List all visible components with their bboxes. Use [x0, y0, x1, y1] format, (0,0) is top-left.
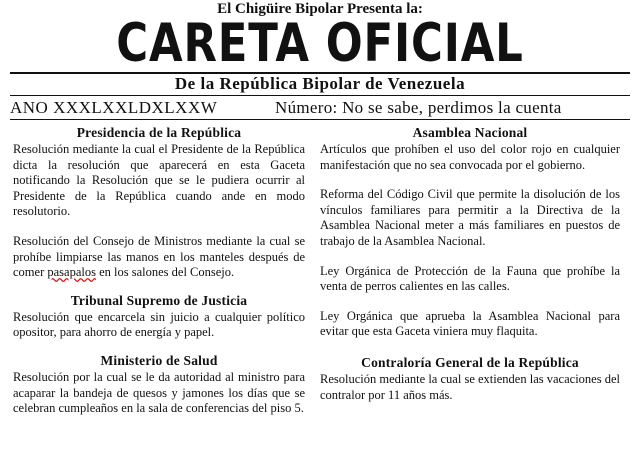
paragraph-text: Resolución del Consejo de Ministros mediante la cual se prohíbe limpiarse las manos en los manteles después de comer — [13, 233, 305, 280]
paragraph — [13, 234, 305, 281]
section-title-contraloria: Contraloría General de la República — [361, 354, 579, 370]
presenta-line: El Chigüire Bipolar Presenta la: — [217, 1, 423, 17]
paragraph: Ley Orgánica de Protección de la Fauna que prohíbe la venta de perros calientes en las calles. — [320, 263, 620, 294]
paragraph: Resolución por la cual se le da autoridad al ministro para acaparar la bandeja de quesos y jamones los días que se celebran cumpleaños en la sala de conferencias del piso 5. — [13, 369, 305, 416]
section-title-presidencia: Presidencia de la República — [76, 125, 242, 140]
section-title-tribunal: Tribunal Supremo de Justicia — [70, 292, 248, 308]
section-title-asamblea: Asamblea Nacional — [412, 125, 528, 140]
right-column — [320, 124, 620, 403]
issue-line — [10, 98, 630, 118]
paragraph: Reforma del Código Civil que permite la disolución de los vínculos familiares para permitir a la Directiva de la Asamblea Nacional meter a más familiares en puestos de trabajo de la Asamblea Nacional. — [320, 187, 620, 248]
paragraph: Ley Orgánica que aprueba la Asamblea Nacional para evitar que esta Gaceta viniera muy flaquita. — [320, 308, 620, 339]
left-column — [13, 124, 305, 417]
issue-number: Número: No se sabe, perdimos la cuenta — [275, 98, 562, 117]
issue-year: ANO XXXLXXLDXLXXW — [10, 98, 218, 117]
paragraph: Artículos que prohíben el uso del color rojo en cualquier manifestación que no sea convocada por el gobierno. — [320, 142, 620, 172]
bottom-rule — [10, 119, 630, 120]
middle-rule — [10, 95, 630, 96]
masthead-title: CARETA OFICIAL — [116, 13, 524, 74]
subtitle: De la República Bipolar de Venezuela — [174, 74, 466, 93]
paragraph: Resolución mediante la cual el Presidente de la República dicta la resolución que aparecerá en esta Gaceta notificando la Resolución que se le pudiera ocurrir al Presidente de la República cuando ande en modo resolutorio. — [13, 142, 305, 219]
paragraph: Resolución que encarcela sin juicio a cualquier político opositor, para ahorro de energía y papel. — [13, 309, 305, 340]
section-title-salud: Ministerio de Salud — [100, 352, 218, 368]
paragraph-text: en los salones del Consejo. — [95, 265, 235, 280]
paragraph: Resolución mediante la cual se extienden las vacaciones del contralor por 11 años más. — [320, 371, 620, 402]
spellcheck-word: pasapalos — [47, 265, 96, 280]
